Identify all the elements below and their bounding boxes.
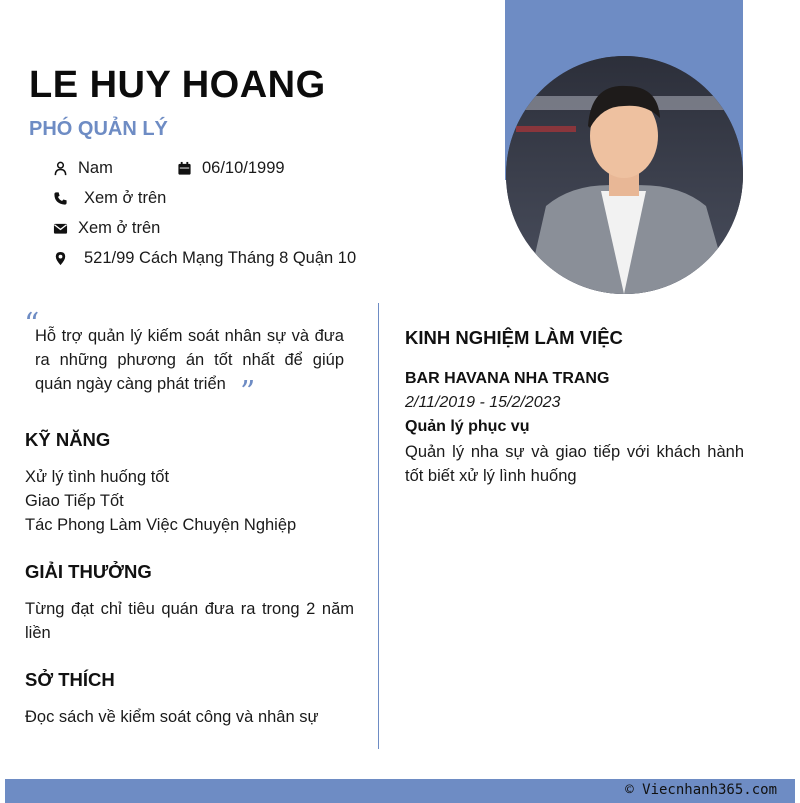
person-icon: [52, 161, 68, 177]
phone-value: Xem ở trên: [84, 189, 167, 207]
job-company: BAR HAVANA NHA TRANG: [405, 370, 610, 387]
info-gender: [52, 159, 113, 178]
experience-title: KINH NGHIỆM LÀM VIỆC: [405, 327, 623, 348]
job-position: Quản lý phục vụ: [405, 418, 530, 435]
awards-text: Từng đạt chỉ tiêu quán đưa ra trong 2 năm liền: [25, 600, 354, 642]
candidate-name: LE HUY HOANG: [29, 64, 326, 106]
skills-list: [25, 465, 296, 537]
address-value: 521/99 Cách Mạng Tháng 8 Quận 10: [84, 249, 357, 267]
map-pin-icon: [52, 251, 68, 267]
birthday-value: 06/10/1999: [202, 159, 285, 177]
footer-copyright: © Viecnhanh365.com: [625, 782, 777, 798]
hobbies-title: SỞ THÍCH: [25, 669, 115, 690]
awards-title: GIẢI THƯỞNG: [25, 561, 152, 582]
quote-close-mark: ”: [240, 375, 256, 410]
skills-title: KỸ NĂNG: [25, 429, 111, 450]
phone-icon: [52, 191, 68, 207]
skill-item: Giao Tiếp Tốt: [25, 492, 124, 510]
job-period: 2/11/2019 - 15/2/2023: [405, 394, 561, 411]
info-birthday: [176, 159, 285, 178]
info-address: [52, 249, 356, 268]
email-value: Xem ở trên: [78, 219, 161, 237]
calendar-icon: [176, 161, 192, 177]
envelope-icon: [52, 221, 68, 237]
profile-photo: [506, 56, 743, 294]
profile-photo-illustration: [506, 56, 743, 294]
footer-bar: [5, 779, 795, 803]
skill-item: Xử lý tình huống tốt: [25, 468, 170, 486]
job-description: Quản lý nha sự và giao tiếp với khách hành tốt biết xử lý lình huống: [405, 443, 744, 485]
skill-item: Tác Phong Làm Việc Chuyện Nghiệp: [25, 516, 297, 534]
info-phone: [52, 189, 166, 208]
candidate-role: PHÓ QUẢN LÝ: [29, 118, 168, 140]
gender-value: Nam: [78, 159, 113, 177]
career-objective: Hỗ trợ quản lý kiếm soát nhân sự và đưa ra những phương án tốt nhất để giúp quán ngày càng phát triển: [35, 327, 344, 393]
hobbies-text: Đọc sách về kiểm soát công và nhân sự: [25, 708, 319, 726]
quote-open-mark: “: [24, 307, 40, 342]
info-email: [52, 219, 160, 238]
column-divider: [378, 303, 379, 749]
